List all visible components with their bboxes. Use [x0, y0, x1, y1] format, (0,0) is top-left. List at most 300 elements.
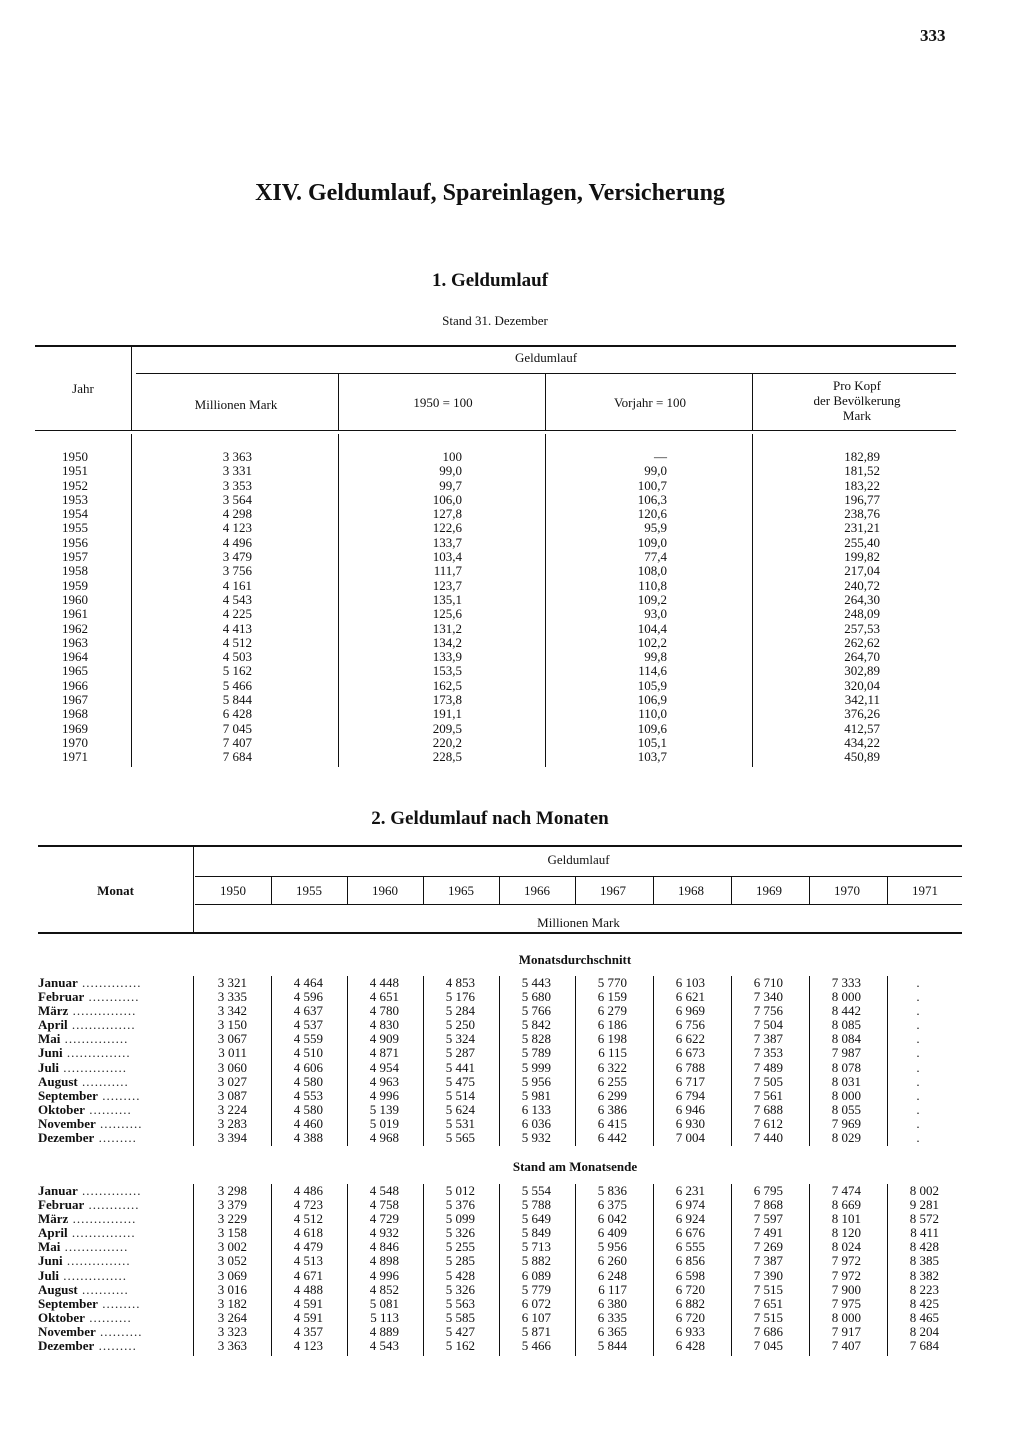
table1-cell-year: 1950 [62, 449, 88, 464]
table2-cell: 3 067 [217, 1031, 247, 1047]
table2-cell: 6 115 [598, 1045, 627, 1061]
table2-cell: 6 442 [597, 1130, 627, 1146]
table2-cell: 4 846 [369, 1239, 399, 1255]
table1-cell-vorjahr: 109,6 [637, 720, 667, 736]
table2-month-name: Oktober [38, 1309, 85, 1325]
table2-month-leader: ............... [67, 1017, 136, 1033]
table2-month-row [38, 1212, 188, 1226]
table1-cell-index-1950: 127,8 [432, 506, 462, 522]
table1-cell-year: 1952 [62, 477, 88, 493]
table1-cell-year: 1956 [62, 534, 88, 550]
table2-cell: 5 956 [521, 1073, 551, 1089]
table2-month-row [38, 1075, 188, 1089]
table2-month-row [38, 1046, 188, 1060]
table2-group1-col-1955 [271, 976, 323, 1145]
table1-cell-pro-kopf: 183,22 [844, 477, 880, 493]
table2-cell: 8 024 [831, 1239, 861, 1255]
table2-cell: 7 987 [831, 1045, 861, 1061]
table1-cell-millionen-mark: 3 353 [222, 477, 252, 493]
table2-cell: 8 465 [909, 1309, 939, 1325]
table2-group1-col-1960 [347, 976, 399, 1145]
table2-header-divider [499, 877, 500, 904]
table2-cell: 6 676 [675, 1225, 705, 1241]
table2-cell: 6 322 [597, 1059, 627, 1075]
table2-cell: 4 651 [369, 989, 399, 1005]
table2-cell: 4 729 [369, 1211, 399, 1227]
table1-cell-pro-kopf: 199,82 [844, 549, 880, 565]
table2-month-name: Dezember [38, 1130, 95, 1146]
table1-cell-vorjahr: 110,0 [638, 706, 667, 722]
table1-cell-index-1950: 122,6 [432, 520, 462, 536]
table1-header-geldumlauf: Geldumlauf [514, 350, 578, 365]
table2-cell: 6 930 [675, 1115, 705, 1131]
table2-cell: 4 460 [293, 1115, 323, 1131]
table2-header-rule [38, 932, 962, 934]
table2-cell: 5 565 [445, 1130, 475, 1146]
table1-cell-year: 1966 [62, 677, 88, 693]
table2-cell: 7 969 [831, 1115, 861, 1131]
table2-cell: 5 443 [521, 975, 551, 990]
table2-cell: 3 016 [217, 1281, 247, 1297]
table2-cell: 3 002 [217, 1239, 247, 1255]
table1-cell-vorjahr: 109,0 [637, 534, 667, 550]
table1-cell-pro-kopf: 412,57 [844, 720, 880, 736]
table2-cell: 3 182 [217, 1295, 247, 1311]
table1-cell-year: 1963 [62, 634, 88, 650]
table2-cell: 6 788 [675, 1059, 705, 1075]
table2-cell: 5 779 [521, 1281, 551, 1297]
table2-cell: 6 882 [675, 1295, 705, 1311]
table1-cell-vorjahr: 105,1 [637, 734, 667, 750]
table1-cell-index-1950: 103,4 [432, 549, 462, 565]
table2-cell: 8 204 [909, 1323, 939, 1339]
table2-cell: 5 842 [521, 1017, 551, 1033]
table2-month-row [38, 1131, 188, 1145]
table2-cell: 3 087 [217, 1087, 247, 1103]
table2-cell: 4 464 [293, 975, 323, 990]
table1-cell-year: 1953 [62, 491, 88, 507]
table2-cell: 6 260 [597, 1253, 627, 1269]
table1-header-vorjahr: Vorjahr = 100 [613, 395, 687, 410]
table2-header-year-1960: 1960 [372, 883, 398, 898]
table2-cell: 5 981 [521, 1087, 551, 1103]
table2-cell: 4 853 [445, 975, 475, 990]
table1-cell-vorjahr: 109,2 [637, 591, 667, 607]
table2-cell: 6 186 [597, 1017, 627, 1033]
table2-cell: 8 002 [909, 1183, 939, 1198]
table2-cell: 5 012 [445, 1183, 475, 1198]
table2-cell: 6 415 [597, 1115, 627, 1131]
table2-cell: 9 281 [909, 1197, 939, 1213]
table2-cell: 3 052 [217, 1253, 247, 1269]
table2-month-name: Februar [38, 1197, 85, 1213]
group-label-stand-am-monatsende: Stand am Monatsende [512, 1159, 638, 1174]
table2-header-divider [653, 877, 654, 904]
table1-cell-vorjahr: 100,7 [637, 477, 667, 493]
table2-cell: 4 591 [293, 1309, 323, 1325]
table2-month-leader: ........... [77, 1073, 129, 1089]
table2-cell: 3 060 [217, 1059, 247, 1075]
table2-divider [271, 976, 272, 1146]
pro-kopf-line-2: der Bevölkerung [813, 393, 901, 408]
table2-group1-col-1970 [809, 976, 861, 1145]
table2-cell: 4 723 [293, 1197, 323, 1213]
table2-divider [575, 1184, 576, 1356]
table1-col-pro-kopf [800, 450, 880, 765]
table2-cell: 6 933 [675, 1323, 705, 1339]
table2-cell: 5 081 [369, 1295, 399, 1311]
table2-header-year-1965: 1965 [448, 883, 474, 898]
table2-divider [731, 976, 732, 1146]
table2-divider [347, 976, 348, 1146]
table2-cell: 6 279 [597, 1003, 627, 1019]
table2-group1-col-1965 [423, 976, 475, 1145]
table2-cell: 6 555 [675, 1239, 705, 1255]
table2-cell: 6 299 [597, 1087, 627, 1103]
table2-divider [653, 976, 654, 1146]
table2-cell: 8 084 [831, 1031, 861, 1047]
table2-cell: 3 229 [217, 1211, 247, 1227]
table2-cell: 4 513 [293, 1253, 323, 1269]
table2-cell: 4 357 [293, 1323, 323, 1339]
table1-cell-index-1950: 191,1 [432, 706, 462, 722]
table2-divider [193, 976, 194, 1146]
table1-cell-index-1950: 131,2 [432, 620, 462, 636]
table2-cell: 7 972 [831, 1253, 861, 1269]
table1-cell-millionen-mark: 4 512 [222, 634, 252, 650]
table1-cell-millionen-mark: 6 428 [222, 706, 252, 722]
table1-col-vorjahr [595, 450, 667, 765]
table2-cell: 8 382 [909, 1267, 939, 1283]
table2-group1-col-1969 [731, 976, 783, 1145]
table1-divider [131, 434, 132, 767]
table2-month-leader: .......... [95, 1323, 143, 1339]
table2-group1-col-1968 [653, 976, 705, 1145]
table1-cell-millionen-mark: 3 363 [222, 449, 252, 464]
table1-cell-pro-kopf: 376,26 [844, 706, 880, 722]
table1-header-index-1950: 1950 = 100 [413, 395, 473, 410]
table1-cell-index-1950: 125,6 [432, 606, 462, 622]
table2-cell: 5 999 [521, 1059, 551, 1075]
table1-divider [338, 434, 339, 767]
table1-cell-year: 1964 [62, 649, 88, 665]
table2-divider [499, 976, 500, 1146]
table2-group2-col-1950 [195, 1184, 247, 1353]
table2-cell: . [916, 1073, 920, 1089]
table1-cell-index-1950: 123,7 [432, 577, 462, 593]
table2-month-name: Juli [38, 1267, 59, 1283]
table1-cell-year: 1971 [62, 749, 88, 765]
table1-divider [338, 374, 339, 430]
table2-cell: 8 101 [831, 1211, 861, 1227]
table1-cell-year: 1957 [62, 549, 88, 565]
table2-cell: 3 335 [217, 989, 247, 1005]
table1-cell-millionen-mark: 4 543 [222, 591, 252, 607]
table2-years-rule [195, 904, 962, 905]
table1-cell-millionen-mark: 4 123 [222, 520, 252, 536]
table2-month-leader: ......... [97, 1295, 141, 1311]
table1-cell-vorjahr: 77,4 [644, 549, 667, 565]
table2-header-divider [271, 877, 272, 904]
table2-month-row [38, 1226, 188, 1240]
table2-header-divider [347, 877, 348, 904]
table2-cell: 8 000 [831, 989, 861, 1005]
table2-cell: 4 580 [293, 1101, 323, 1117]
table1-title: 1. Geldumlauf [431, 270, 549, 291]
table1-divider [752, 374, 753, 430]
table1-cell-pro-kopf: 342,11 [844, 692, 880, 708]
table2-cell: 7 972 [831, 1267, 861, 1283]
table2-month-row [38, 1240, 188, 1254]
table2-cell: 8 223 [909, 1281, 939, 1297]
table1-cell-year: 1954 [62, 506, 88, 522]
table2-month-name: März [38, 1211, 69, 1227]
table2-cell: 4 852 [369, 1281, 399, 1297]
table1-cell-year: 1958 [62, 563, 88, 579]
table2-cell: 4 580 [293, 1073, 323, 1089]
table1-cell-year: 1951 [62, 463, 88, 479]
table2-cell: 5 324 [445, 1031, 475, 1047]
table2-cell: 5 649 [521, 1211, 551, 1227]
table2-cell: 7 561 [753, 1087, 783, 1103]
table2-group2-col-1965 [423, 1184, 475, 1353]
table2-header-geldumlauf: Geldumlauf [547, 852, 610, 867]
table1-cell-pro-kopf: 264,30 [844, 591, 880, 607]
table2-header-year-1955: 1955 [296, 883, 322, 898]
table2-cell: 7 269 [753, 1239, 783, 1255]
table1-cell-pro-kopf: 231,21 [844, 520, 880, 536]
table2-cell: 5 284 [445, 1003, 475, 1019]
table1-cell-vorjahr: 102,2 [637, 634, 667, 650]
table2-month-name: Juli [38, 1059, 59, 1075]
table2-cell: 7 900 [831, 1281, 861, 1297]
table1-cell-vorjahr: 99,8 [644, 649, 667, 665]
table2-group2-col-1955 [271, 1184, 323, 1353]
table2-cell: 6 036 [521, 1115, 551, 1131]
table2-header-year-1950: 1950 [220, 883, 246, 898]
table2-month-leader: ............... [58, 1267, 127, 1283]
table1-cell-vorjahr: 103,7 [637, 749, 667, 765]
table2-cell: 7 515 [753, 1281, 783, 1297]
table2-cell: 4 510 [293, 1045, 323, 1061]
table2-cell: 5 162 [445, 1338, 475, 1354]
table1-cell-pro-kopf: 264,70 [844, 649, 880, 665]
table2-cell: 5 326 [445, 1281, 475, 1297]
table2-cell: . [916, 1031, 920, 1047]
table2-divider [347, 1184, 348, 1356]
pro-kopf-line-3: Mark [842, 408, 872, 423]
table2-divider [731, 1184, 732, 1356]
table2-month-leader: ............... [60, 1239, 129, 1255]
table2-cell: 5 770 [597, 975, 627, 990]
table2-month-name: September [38, 1295, 98, 1311]
table2-cell: 6 856 [675, 1253, 705, 1269]
table2-month-leader: ............... [68, 1003, 137, 1019]
table1-cell-millionen-mark: 4 496 [222, 534, 252, 550]
table2-cell: 5 531 [445, 1115, 475, 1131]
table2-month-leader: ............ [84, 989, 140, 1005]
table2-cell: 6 386 [597, 1101, 627, 1117]
table2-cell: 6 107 [521, 1309, 551, 1325]
table2-cell: 4 543 [369, 1338, 399, 1354]
table1-cell-year: 1959 [62, 577, 88, 593]
table2-cell: 6 622 [675, 1031, 705, 1047]
table2-cell: 5 466 [521, 1338, 551, 1354]
table2-cell: 6 974 [675, 1197, 705, 1213]
table2-header-year-1967: 1967 [600, 883, 626, 898]
table2-month-row [38, 1103, 188, 1117]
table2-cell: 5 427 [445, 1323, 475, 1339]
table2-month-row [38, 1004, 188, 1018]
table2-cell: 5 514 [445, 1087, 475, 1103]
table2-cell: . [916, 1087, 920, 1103]
table2-cell: 4 559 [293, 1031, 323, 1047]
table2-month-name: Februar [38, 989, 85, 1005]
table2-cell: 3 069 [217, 1267, 247, 1283]
table2-month-leader: ......... [97, 1087, 141, 1103]
table2-cell: 6 248 [597, 1267, 627, 1283]
table2-cell: 7 474 [831, 1183, 861, 1198]
table2-cell: 8 029 [831, 1130, 861, 1146]
table1-cell-millionen-mark: 3 331 [222, 463, 252, 479]
table2-cell: 4 486 [293, 1183, 323, 1198]
table2-cell: 4 512 [293, 1211, 323, 1227]
table2-month-name: Januar [38, 1183, 78, 1198]
table1-cell-pro-kopf: 257,53 [844, 620, 880, 636]
table2-cell: 8 031 [831, 1073, 861, 1089]
table1-cell-vorjahr: 95,9 [644, 520, 667, 536]
table1-cell-millionen-mark: 4 503 [222, 649, 252, 665]
table2-divider [271, 1184, 272, 1356]
table2-cell: 7 407 [831, 1338, 861, 1354]
table2-cell: 7 390 [753, 1267, 783, 1283]
table2-cell: 5 019 [369, 1115, 399, 1131]
table1-cell-index-1950: 220,2 [432, 734, 462, 750]
table2-cell: 3 158 [217, 1225, 247, 1241]
table1-cell-vorjahr: 106,9 [637, 692, 667, 708]
table2-header-divider [809, 877, 810, 904]
table1-cell-index-1950: 99,0 [439, 463, 462, 479]
table2-month-leader: ............... [62, 1253, 131, 1269]
table1-cell-index-1950: 100 [442, 449, 462, 464]
table2-cell: 4 909 [369, 1031, 399, 1047]
table2-header-divider [423, 877, 424, 904]
table2-cell: 8 428 [909, 1239, 939, 1255]
table2-month-name: Mai [38, 1031, 61, 1047]
table2-cell: 7 686 [753, 1323, 783, 1339]
group-label-monatsdurchschnitt: Monatsdurchschnitt [518, 952, 632, 967]
table2-cell: 4 954 [369, 1059, 399, 1075]
table1-cell-index-1950: 162,5 [432, 677, 462, 693]
table2-cell: 7 489 [753, 1059, 783, 1075]
table2-cell: 5 113 [370, 1309, 399, 1325]
table2-header-year-1969: 1969 [756, 883, 782, 898]
table2-cell: 8 411 [910, 1225, 939, 1241]
table2-cell: 3 298 [217, 1183, 247, 1198]
table2-cell: 5 554 [521, 1183, 551, 1198]
table1-cell-millionen-mark: 3 564 [222, 491, 252, 507]
table2-cell: 7 612 [753, 1115, 783, 1131]
table2-header-year-1971: 1971 [912, 883, 938, 898]
table2-month-leader: ............ [84, 1197, 140, 1213]
table2-cell: 3 011 [218, 1045, 247, 1061]
table1-subtitle: Stand 31. Dezember [442, 313, 548, 328]
table1-divider [545, 374, 546, 430]
table2-cell: 7 440 [753, 1130, 783, 1146]
table2-header-year-1970: 1970 [834, 883, 860, 898]
table2-cell: 5 849 [521, 1225, 551, 1241]
table1-cell-millionen-mark: 4 298 [222, 506, 252, 522]
table2-month-leader: ............... [62, 1045, 131, 1061]
table1-cell-year: 1962 [62, 620, 88, 636]
table2-divider [887, 976, 888, 1146]
table1-cell-millionen-mark: 3 479 [222, 549, 252, 565]
table1-cell-index-1950: 99,7 [439, 477, 462, 493]
table1-divider [545, 434, 546, 767]
table2-month-leader: ......... [94, 1130, 137, 1146]
table2-month-name: Dezember [38, 1338, 95, 1354]
table2-cell: 4 488 [293, 1281, 323, 1297]
table2-month-leader: ......... [94, 1338, 137, 1354]
table2-month-row [38, 1184, 188, 1198]
table2-cell: 5 844 [597, 1338, 627, 1354]
table2-group2-col-1969 [731, 1184, 783, 1353]
table1-cell-pro-kopf: 196,77 [844, 491, 880, 507]
table2-cell: 6 133 [521, 1101, 551, 1117]
table2-cell: 6 794 [675, 1087, 705, 1103]
table1-cell-pro-kopf: 182,89 [844, 449, 880, 464]
table2-cell: 8 425 [909, 1295, 939, 1311]
table2-header-monat: Monat [97, 883, 134, 898]
table2-divider [653, 1184, 654, 1356]
table2-header-year-1968: 1968 [678, 883, 704, 898]
table1-col-years [62, 450, 122, 765]
table2-month-name: Januar [38, 975, 78, 990]
table2-cell: 6 159 [597, 989, 627, 1005]
table1-cell-index-1950: 135,1 [432, 591, 462, 607]
table2-cell: 8 055 [831, 1101, 861, 1117]
table1-cell-pro-kopf: 320,04 [844, 677, 880, 693]
table2-cell: 8 385 [909, 1253, 939, 1269]
table2-cell: 4 996 [369, 1087, 399, 1103]
table1-cell-index-1950: 111,7 [433, 563, 462, 579]
table2-cell: 5 428 [445, 1267, 475, 1283]
table2-cell: 5 139 [369, 1101, 399, 1117]
table1-cell-pro-kopf: 450,89 [844, 749, 880, 765]
table2-cell: 7 353 [753, 1045, 783, 1061]
table1-cell-vorjahr: 114,6 [638, 663, 667, 679]
table2-month-row [38, 1325, 188, 1339]
table1-cell-vorjahr: — [654, 449, 667, 464]
table1-cell-pro-kopf: 434,22 [844, 734, 880, 750]
table1-cell-year: 1960 [62, 591, 88, 607]
table2-divider [575, 976, 576, 1146]
table2-month-name: April [38, 1017, 68, 1033]
table2-cell: 7 045 [753, 1338, 783, 1354]
table1-cell-year: 1970 [62, 734, 88, 750]
table2-cell: 3 342 [217, 1003, 247, 1019]
table2-cell: 5 624 [445, 1101, 475, 1117]
table1-cell-index-1950: 134,2 [432, 634, 462, 650]
table2-cell: . [916, 1017, 920, 1033]
table2-cell: 6 365 [597, 1323, 627, 1339]
table1-cell-vorjahr: 93,0 [644, 606, 667, 622]
table1-cell-year: 1955 [62, 520, 88, 536]
table2-month-name: Mai [38, 1239, 61, 1255]
table2-month-row [38, 990, 188, 1004]
table2-month-leader: ............... [67, 1225, 136, 1241]
table2-divider [423, 1184, 424, 1356]
